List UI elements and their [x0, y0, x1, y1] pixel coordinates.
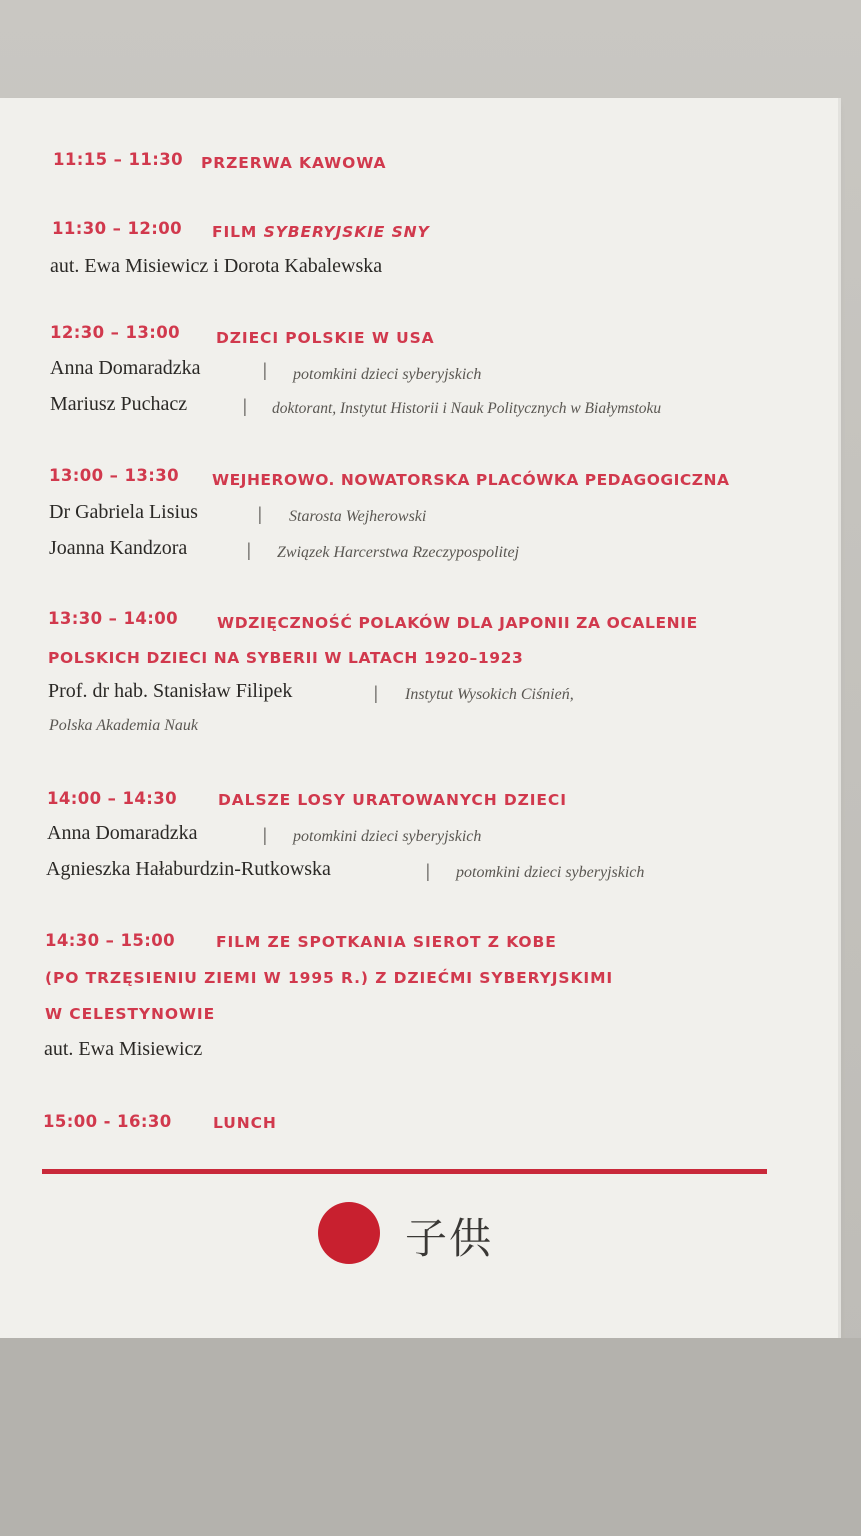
author-line: aut. Ewa Misiewicz i Dorota Kabalewska: [50, 255, 383, 277]
speaker-name: Joanna Kandzora: [49, 537, 188, 559]
speaker-name: Prof. dr hab. Stanisław Filipek: [48, 680, 293, 702]
title-italic: SYBERYJSKIE SNY: [263, 223, 430, 241]
session-time: 11:30 – 12:00: [52, 219, 182, 238]
rising-sun-circle: [318, 1202, 380, 1264]
speaker-affiliation: Związek Harcerstwa Rzeczypospolitej: [277, 544, 520, 561]
session-time: 15:00 - 16:30: [43, 1112, 172, 1131]
author-line: aut. Ewa Misiewicz: [44, 1038, 203, 1060]
session-time: 14:30 – 15:00: [45, 931, 175, 950]
separator: |: [258, 504, 262, 525]
speaker-name: Anna Domaradzka: [50, 357, 201, 379]
session-title-line: FILM ZE SPOTKANIA SIEROT Z KOBE: [216, 933, 557, 951]
session-time: 11:15 – 11:30: [53, 150, 183, 169]
session-title: WEJHEROWO. NOWATORSKA PLACÓWKA PEDAGOGICZNA: [212, 471, 730, 489]
speaker-affiliation: Instytut Wysokich Ciśnień,: [405, 686, 574, 703]
speaker-affiliation: doktorant, Instytut Historii i Nauk Politycznych w Białymstoku: [272, 400, 662, 417]
speaker-name: Agnieszka Hałaburdzin-Rutkowska: [46, 858, 331, 880]
speaker-name: Dr Gabriela Lisius: [49, 501, 198, 523]
session-title-line: POLSKICH DZIECI NA SYBERII W LATACH 1920–1923: [48, 649, 524, 667]
speaker-name: Anna Domaradzka: [47, 822, 198, 844]
session-title: [212, 223, 430, 241]
separator: |: [243, 396, 247, 417]
separator: |: [374, 683, 378, 704]
session-title: DZIECI POLSKIE W USA: [216, 329, 435, 347]
session-title: LUNCH: [213, 1114, 277, 1132]
speaker-affiliation: Starosta Wejherowski: [289, 508, 427, 525]
session-title-line: WDZIĘCZNOŚĆ POLAKÓW DLA JAPONII ZA OCALENIE: [217, 614, 698, 632]
session-time: 13:00 – 13:30: [49, 466, 179, 485]
separator: |: [247, 540, 251, 561]
speaker-name: Mariusz Puchacz: [50, 393, 188, 415]
session-time: 13:30 – 14:00: [48, 609, 178, 628]
separator: |: [263, 825, 267, 846]
table-surface: [0, 1338, 861, 1536]
separator: |: [263, 360, 267, 381]
footer-rule: [42, 1169, 767, 1174]
title-prefix: FILM: [212, 223, 264, 241]
speaker-affiliation: potomkini dzieci syberyjskich: [456, 864, 645, 881]
speaker-affiliation: potomkini dzieci syberyjskich: [293, 828, 482, 845]
session-title-line: W CELESTYNOWIE: [45, 1005, 216, 1023]
session-title: PRZERWA KAWOWA: [201, 154, 387, 172]
footer-kanji: 子供: [405, 1214, 494, 1263]
separator: |: [426, 861, 430, 882]
speaker-affiliation-cont: Polska Akademia Nauk: [49, 717, 199, 734]
session-title-line: (PO TRZĘSIENIU ZIEMI W 1995 R.) Z DZIEĆMI SYBERYJSKIMI: [45, 969, 614, 987]
session-time: 12:30 – 13:00: [50, 323, 180, 342]
speaker-affiliation: potomkini dzieci syberyjskich: [293, 366, 482, 383]
session-title: DALSZE LOSY URATOWANYCH DZIECI: [218, 791, 567, 809]
session-time: 14:00 – 14:30: [47, 789, 177, 808]
